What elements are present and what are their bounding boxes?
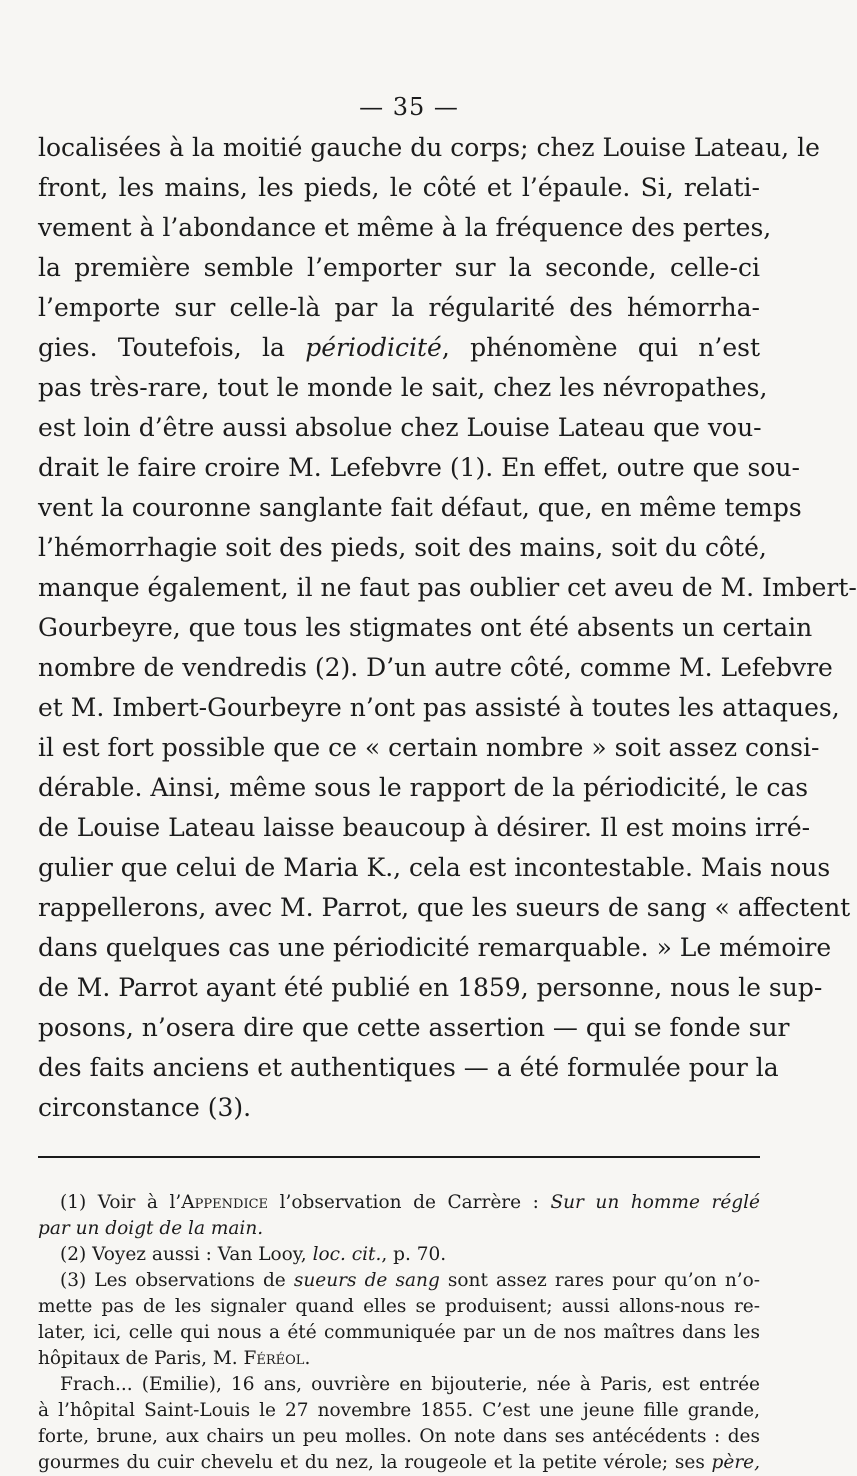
body-line-start: gies. Toutefois, la: [38, 333, 285, 362]
observation-paragraph: Frach... (Emilie), 16 ans, ouvrière en bijouterie, née à Paris, est entrée: [60, 1374, 760, 1395]
body-line: de M. Parrot ayant été publié en 1859, personne, nous le sup-: [38, 973, 823, 1002]
body-line: l’emporte sur celle-là par la régularité des hémorrha-: [38, 293, 760, 322]
body-line: drait le faire croire M. Lefebvre (1). En effet, outre que sou-: [38, 453, 800, 482]
body-line: pas très-rare, tout le monde le sait, chez les névropathes,: [38, 373, 768, 402]
body-line: circonstance (3).: [38, 1093, 252, 1122]
body-line-end: , phénomène qui n’est: [441, 333, 761, 362]
body-line: il est fort possible que ce « certain nombre » soit assez consi-: [38, 733, 820, 762]
footnote-1-continuation: par un doigt de la main.: [38, 1218, 264, 1239]
body-line: rappellerons, avec M. Parrot, que les sueurs de sang « affectent: [38, 893, 851, 922]
body-line: vement à l’abondance et même à la fréquence des pertes,: [38, 213, 772, 242]
book-page: [38, 92, 857, 1476]
body-line: gulier que celui de Maria K., cela est incontestable. Mais nous: [38, 853, 831, 882]
body-line: nombre de vendredis (2). D’un autre côté, comme M. Lefebvre: [38, 653, 833, 682]
footnote-divider: [38, 1156, 760, 1158]
page-number: — 35 —: [359, 93, 459, 121]
body-line: dans quelques cas une périodicité remarquable. » Le mémoire: [38, 933, 832, 962]
footnote-3: (3) Les observations de sueurs de sang sont assez rares pour qu’on n’o-: [60, 1270, 760, 1291]
body-line: dérable. Ainsi, même sous le rapport de la périodicité, le cas: [38, 773, 809, 802]
body-line: vent la couronne sanglante fait défaut, que, en même temps: [38, 493, 802, 522]
fereol-smallcaps: Féréol: [243, 1348, 305, 1369]
body-line: [38, 328, 760, 368]
footnote-3-continuation: mette pas de les signaler quand elles se produisent; aussi allons-nous re- later, ici, celle qui nous a été communiquée par un de nos maîtres dans les hôpitaux de Paris, M. Féréol.: [38, 1296, 760, 1369]
body-line: l’hémorrhagie soit des pieds, soit des mains, soit du côté,: [38, 533, 767, 562]
body-line: des faits anciens et authentiques — a été formulée pour la: [38, 1053, 779, 1082]
body-line: de Louise Lateau laisse beaucoup à désirer. Il est moins irré-: [38, 813, 811, 842]
body-line: Gourbeyre, que tous les stigmates ont été absents un certain: [38, 613, 813, 642]
body-line: est loin d’être aussi absolue chez Louise Lateau que vou-: [38, 413, 762, 442]
body-line: front, les mains, les pieds, le côté et l’épaule. Si, relati-: [38, 173, 760, 202]
observation-continuation: à l’hôpital Saint-Louis le 27 novembre 1855. C’est une jeune fille grande, forte, brune, aux chairs un peu molles. On note dans ses antécédents : des gourmes du cuir chevelu et du nez, la rougeole et la petite vérole; ses père,: [38, 1400, 760, 1473]
appendice-smallcaps: Appendice: [181, 1192, 269, 1213]
body-paragraph: [38, 128, 857, 1128]
body-line: et M. Imbert-Gourbeyre n’ont pas assisté à toutes les attaques,: [38, 693, 840, 722]
footnote-2: (2) Voyez aussi : Van Looy, loc. cit., p. 70.: [60, 1244, 447, 1265]
body-line: localisées à la moitié gauche du corps; chez Louise Lateau, le: [38, 133, 820, 162]
footnotes: [38, 1190, 760, 1476]
body-line: la première semble l’emporter sur la seconde, celle-ci: [38, 253, 760, 282]
body-line: posons, n’osera dire que cette assertion — qui se fonde sur: [38, 1013, 790, 1042]
footnote-1: (1) Voir à l’Appendice l’observation de Carrère : Sur un homme réglé: [60, 1192, 760, 1213]
body-line: manque également, il ne faut pas oublier cet aveu de M. Imbert-: [38, 573, 857, 602]
emphasis-periodicite: périodicité: [305, 333, 442, 362]
